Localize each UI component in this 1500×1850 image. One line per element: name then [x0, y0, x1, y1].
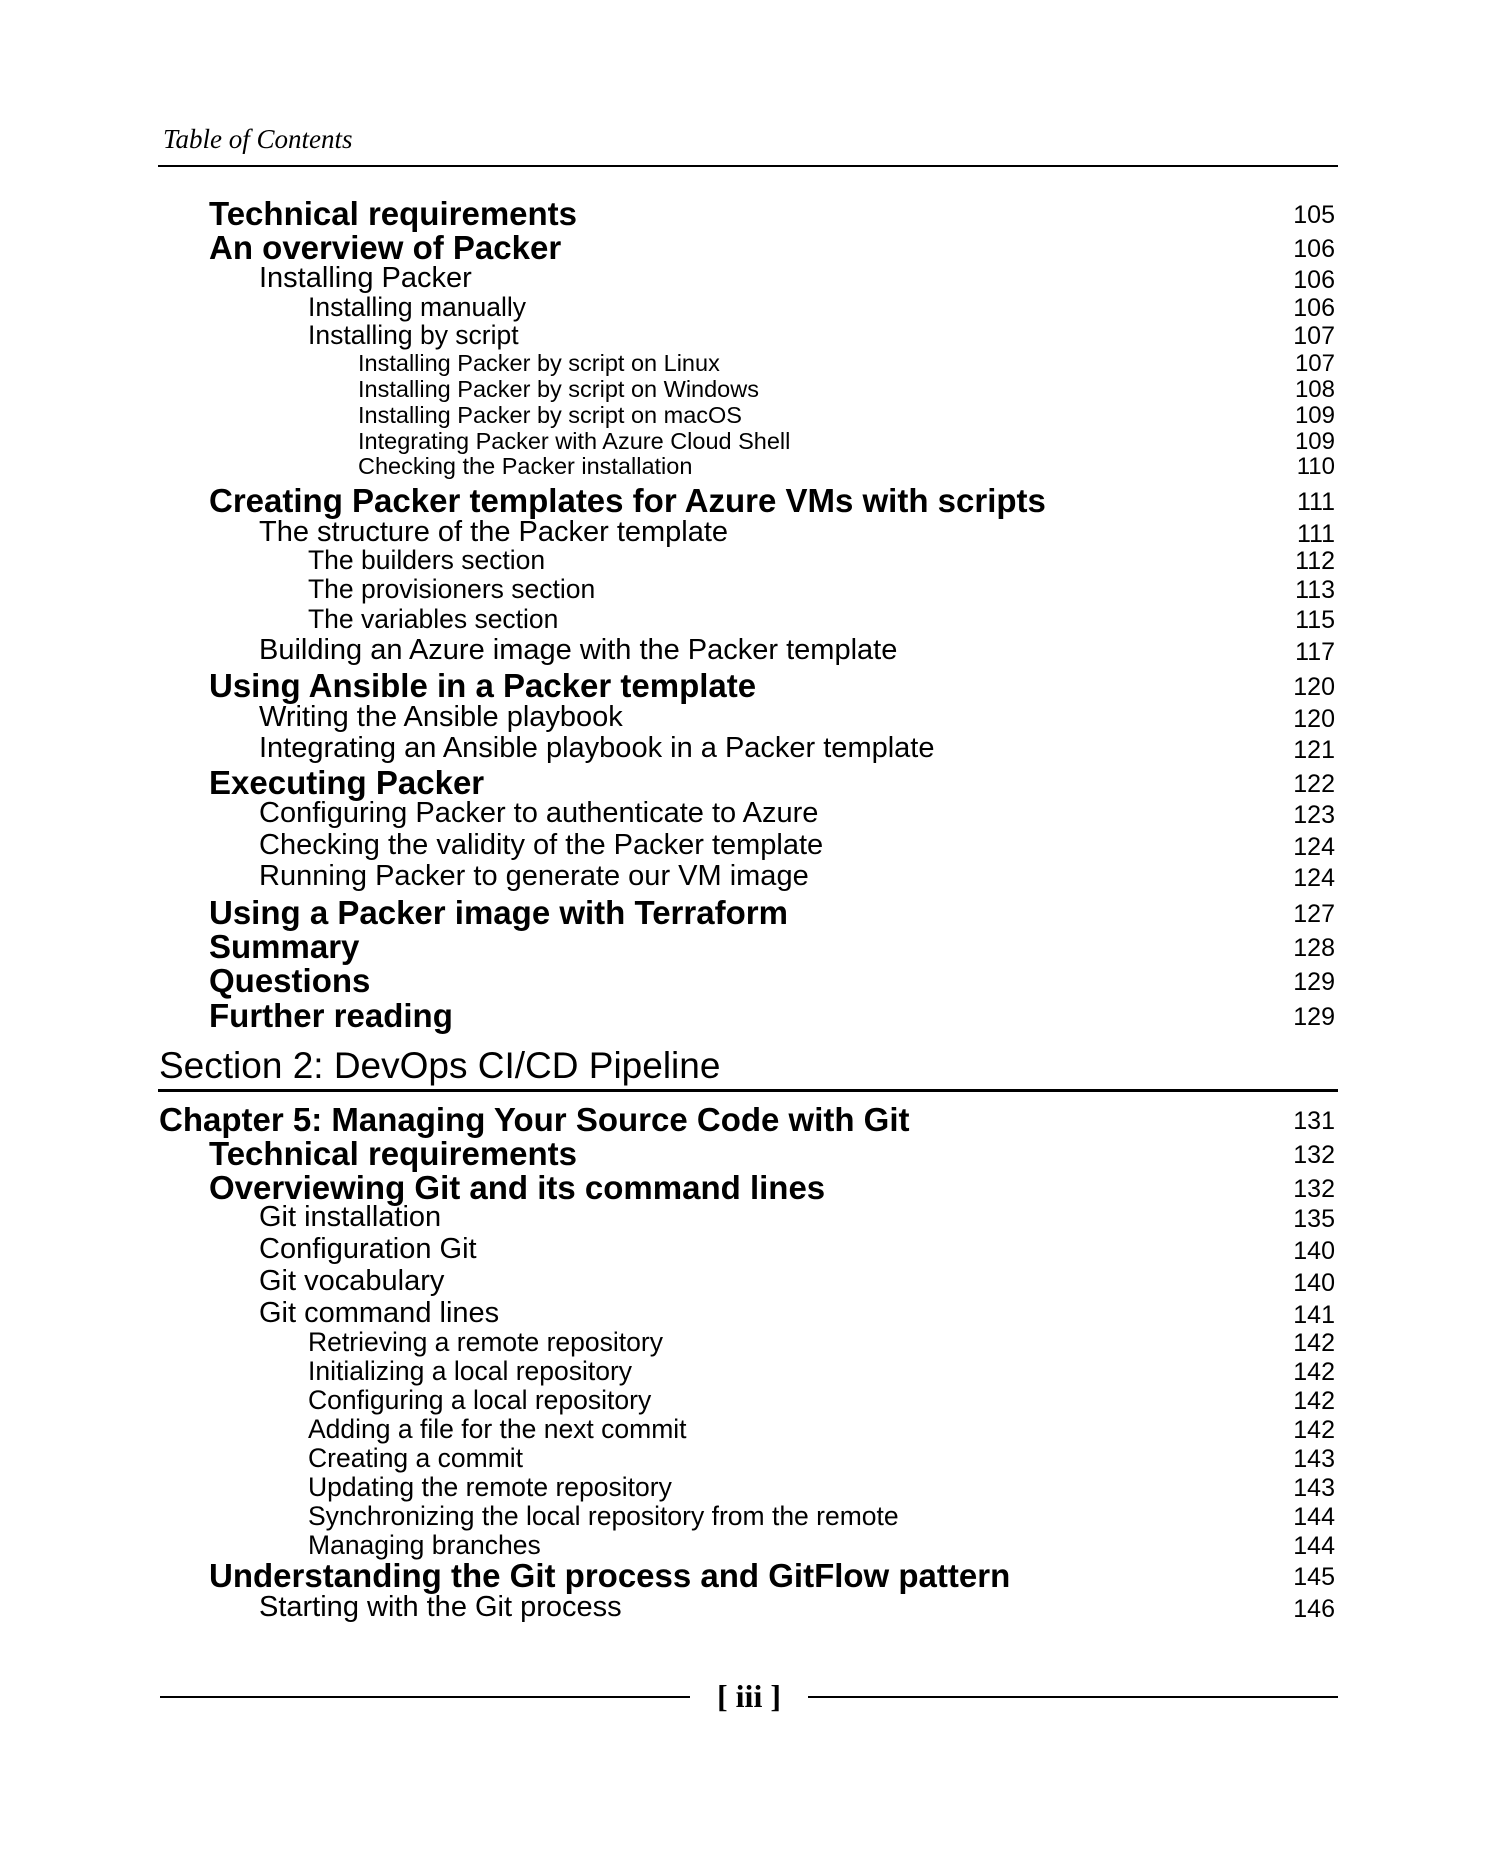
toc-entry-title: Using a Packer image with Terraform [209, 894, 788, 931]
toc-entry-level-0 [0, 999, 1500, 1039]
toc-entry-page-number: 124 [1293, 833, 1335, 861]
page-number: [ iii ] [717, 1678, 781, 1714]
toc-entry-title: Understanding the Git process and GitFlow pattern [209, 1557, 1011, 1594]
running-header: Table of Contents [163, 124, 353, 154]
toc-entry-page-number: 128 [1293, 934, 1335, 962]
toc-entry-title: Configuration Git [259, 1233, 477, 1265]
toc-entry-title: Installing by script [308, 320, 519, 350]
toc-entry-page-number: 105 [1293, 201, 1335, 229]
toc-entry-page-number: 132 [1293, 1141, 1335, 1169]
toc-entry-title: The builders section [308, 545, 546, 575]
toc-entry-title: Using Ansible in a Packer template [209, 667, 757, 704]
section-heading: Section 2: DevOps CI/CD Pipeline [159, 1045, 721, 1086]
toc-entry-page-number: 140 [1293, 1237, 1335, 1265]
toc-entry-title: Updating the remote repository [308, 1472, 672, 1502]
toc-entry-page-number: 142 [1293, 1387, 1335, 1415]
toc-entry-title: An overview of Packer [209, 229, 562, 266]
toc-entry-title: Installing Packer by script on macOS [358, 402, 742, 428]
toc-entry-page-number: 129 [1293, 968, 1335, 996]
header-rule [158, 165, 1338, 167]
toc-entry-title: Installing Packer by script on Windows [358, 376, 759, 402]
toc-entry-title: Integrating Packer with Azure Cloud Shell [358, 428, 791, 454]
toc-entry-page-number: 108 [1294, 376, 1335, 403]
toc-entry-title: Further reading [209, 997, 453, 1034]
toc-entry-title: Git installation [259, 1201, 442, 1233]
toc-entry-page-number: 127 [1293, 900, 1335, 928]
toc-entry-title: Creating a commit [308, 1443, 524, 1473]
toc-entry-page-number: 117 [1295, 638, 1335, 666]
toc-entry-page-number: 107 [1293, 322, 1335, 350]
toc-entry-page-number: 121 [1293, 736, 1335, 764]
toc-entry-page-number: 143 [1293, 1445, 1335, 1473]
toc-entry-title: Synchronizing the local repository from the remote [308, 1501, 899, 1531]
toc-entry-page-number: 144 [1293, 1532, 1335, 1560]
toc-entry-page-number: 120 [1293, 673, 1335, 701]
toc-entry-title: Managing branches [308, 1530, 541, 1560]
toc-entry-title: Writing the Ansible playbook [259, 701, 623, 733]
toc-entry-title: Technical requirements [209, 195, 578, 232]
toc-entry-title: Running Packer to generate our VM image [259, 860, 809, 892]
toc-entry-page-number: 106 [1293, 235, 1335, 263]
toc-entry-page-number: 140 [1293, 1269, 1335, 1297]
toc-entry-page-number: 115 [1295, 606, 1335, 634]
toc-entry-title: The provisioners section [308, 574, 596, 604]
toc-entry-page-number: 144 [1293, 1503, 1335, 1531]
toc-entry-page-number: 122 [1293, 770, 1335, 798]
toc-entry-page-number: 142 [1293, 1329, 1335, 1357]
toc-entry-title: Git vocabulary [259, 1265, 445, 1297]
toc-entry-title: Creating Packer templates for Azure VMs with scripts [209, 482, 1046, 519]
toc-entry-title: Configuring Packer to authenticate to Azure [259, 797, 819, 829]
toc-entry-page-number: 107 [1294, 350, 1335, 377]
toc-entry-title: Summary [209, 928, 360, 965]
toc-entry-page-number: 106 [1293, 266, 1335, 294]
toc-entry-page-number: 141 [1293, 1301, 1335, 1329]
toc-entry-page-number: 129 [1293, 1003, 1335, 1031]
toc-entry-page-number: 109 [1294, 402, 1335, 429]
toc-entry-page-number: 113 [1295, 576, 1335, 604]
toc-entry-page-number: 123 [1293, 801, 1335, 829]
toc-entry-title: Installing manually [308, 292, 527, 322]
toc-entry-page-number: 142 [1293, 1416, 1335, 1444]
toc-entry-title: Checking the validity of the Packer template [259, 829, 824, 861]
toc-entry-title: The variables section [308, 604, 559, 634]
toc-entry-page-number: 131 [1293, 1107, 1335, 1135]
toc-entry-page-number: 120 [1293, 705, 1335, 733]
toc-entry-page-number: 110 [1296, 453, 1335, 480]
toc-entry-title: Technical requirements [209, 1135, 578, 1172]
toc-entry-title: Questions [209, 962, 371, 999]
toc-entry-level-1 [0, 1593, 1500, 1633]
toc-entry-title: Executing Packer [209, 764, 485, 801]
footer-rule-right [808, 1696, 1338, 1698]
toc-entry-page-number: 106 [1293, 294, 1335, 322]
toc-entry-title: Building an Azure image with the Packer template [259, 634, 898, 666]
toc-entry-title: Integrating an Ansible playbook in a Packer template [259, 732, 935, 764]
toc-entry-title: Configuring a local repository [308, 1385, 652, 1415]
footer-rule-left [160, 1696, 690, 1698]
toc-entry-page-number: 111 [1296, 488, 1335, 516]
toc-entry-page-number: 109 [1294, 428, 1335, 455]
toc-entry-title: Initializing a local repository [308, 1356, 633, 1386]
toc-entry-title: Starting with the Git process [259, 1591, 622, 1623]
toc-entry-page-number: 145 [1293, 1563, 1335, 1591]
toc-entry-page-number: 132 [1293, 1175, 1335, 1203]
toc-entry-page-number: 143 [1293, 1474, 1335, 1502]
toc-entry-title: Chapter 5: Managing Your Source Code with Git [159, 1101, 910, 1138]
toc-entry-title: Git command lines [259, 1297, 500, 1329]
toc-entry-title: Installing Packer [259, 262, 472, 294]
toc-entry-title: Installing Packer by script on Linux [358, 350, 720, 376]
toc-entry-page-number: 111 [1296, 520, 1335, 548]
toc-entry-page-number: 135 [1293, 1205, 1335, 1233]
toc-entry-title: Retrieving a remote repository [308, 1327, 663, 1357]
toc-entry-page-number: 146 [1293, 1595, 1335, 1623]
toc-entry-title: Checking the Packer installation [358, 453, 693, 479]
toc-entry-title: Adding a file for the next commit [308, 1414, 687, 1444]
section-rule [158, 1089, 1338, 1092]
toc-entry-title: Overviewing Git and its command lines [209, 1169, 826, 1206]
toc-entry-page-number: 124 [1293, 864, 1335, 892]
toc-entry-page-number: 142 [1293, 1358, 1335, 1386]
toc-entry-title: The structure of the Packer template [259, 516, 729, 548]
toc-entry-page-number: 112 [1295, 547, 1335, 575]
